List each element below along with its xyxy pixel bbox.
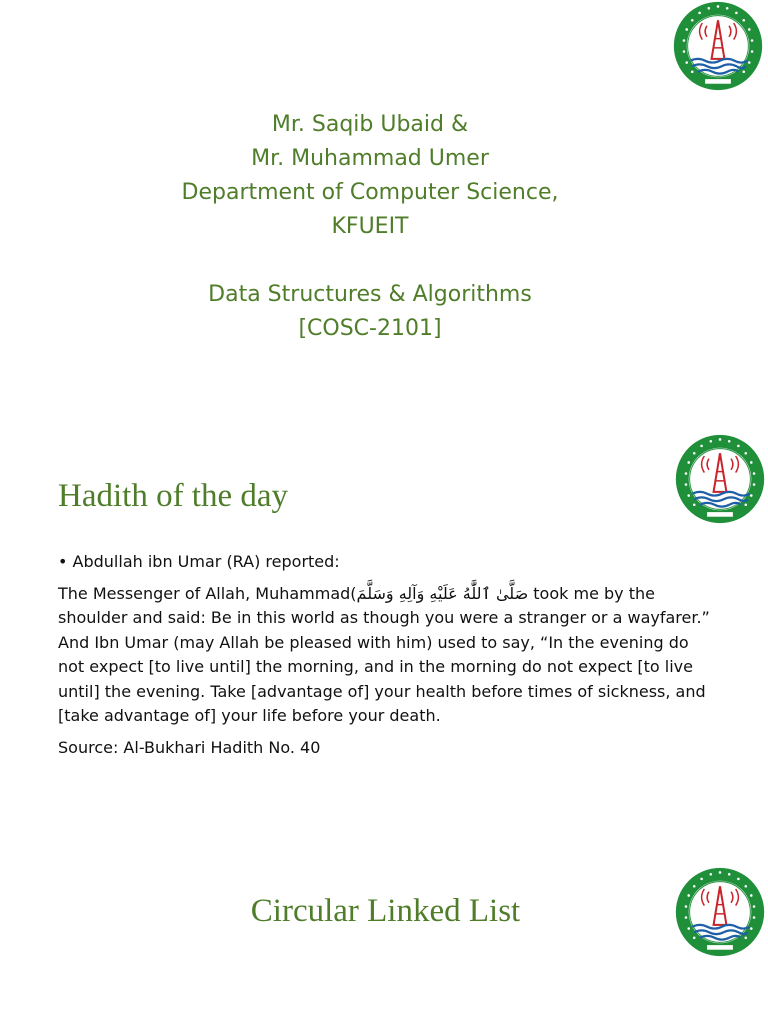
title-slide	[0, 0, 768, 400]
institution-line: KFUEIT	[331, 214, 409, 239]
hadith-paragraph-prefix: The Messenger of Allah, Muhammad(	[58, 583, 357, 603]
hadith-paragraph	[58, 582, 712, 729]
title-spacer	[60, 244, 680, 278]
hadith-bullet: • Abdullah ibn Umar (RA) reported:	[58, 552, 340, 571]
hadith-source: Source: Al-Bukhari Hadith No. 40	[58, 737, 321, 757]
hadith-arabic-salutation: صَلَّىٰ ٱللَّٰهُ عَلَيْهِ وَآلِهِ وَسَلَّمَ	[356, 583, 529, 603]
department-line: Department of Computer Science,	[181, 180, 559, 205]
topic-heading: Circular Linked List	[250, 893, 521, 929]
hadith-slide	[0, 420, 768, 820]
hadith-heading: Hadith of the day	[58, 478, 289, 514]
topic-slide	[0, 840, 768, 1024]
author-line-2: Mr. Muhammad Umer	[251, 146, 489, 171]
hadith-paragraph-rest: took me by the shoulder and said: Be in this world as though you were a stranger or a wayfarer.” And Ibn Umar (may Allah be pleased with him) used to say, “In the evening do not expect [to live until] the morning, and in the morning do not expect [to live until] the evening. Take [advantage of] your health before times of sickness, and [take advantage of] your life before your death.	[58, 583, 710, 725]
course-code: [COSC-2101]	[298, 316, 442, 341]
author-line-1: Mr. Saqib Ubaid &	[271, 112, 469, 137]
university-seal-icon	[672, 0, 764, 92]
course-title: Data Structures & Algorithms	[208, 282, 532, 307]
title-block	[60, 108, 680, 346]
university-seal-icon	[674, 433, 766, 525]
hadith-body	[58, 550, 712, 767]
